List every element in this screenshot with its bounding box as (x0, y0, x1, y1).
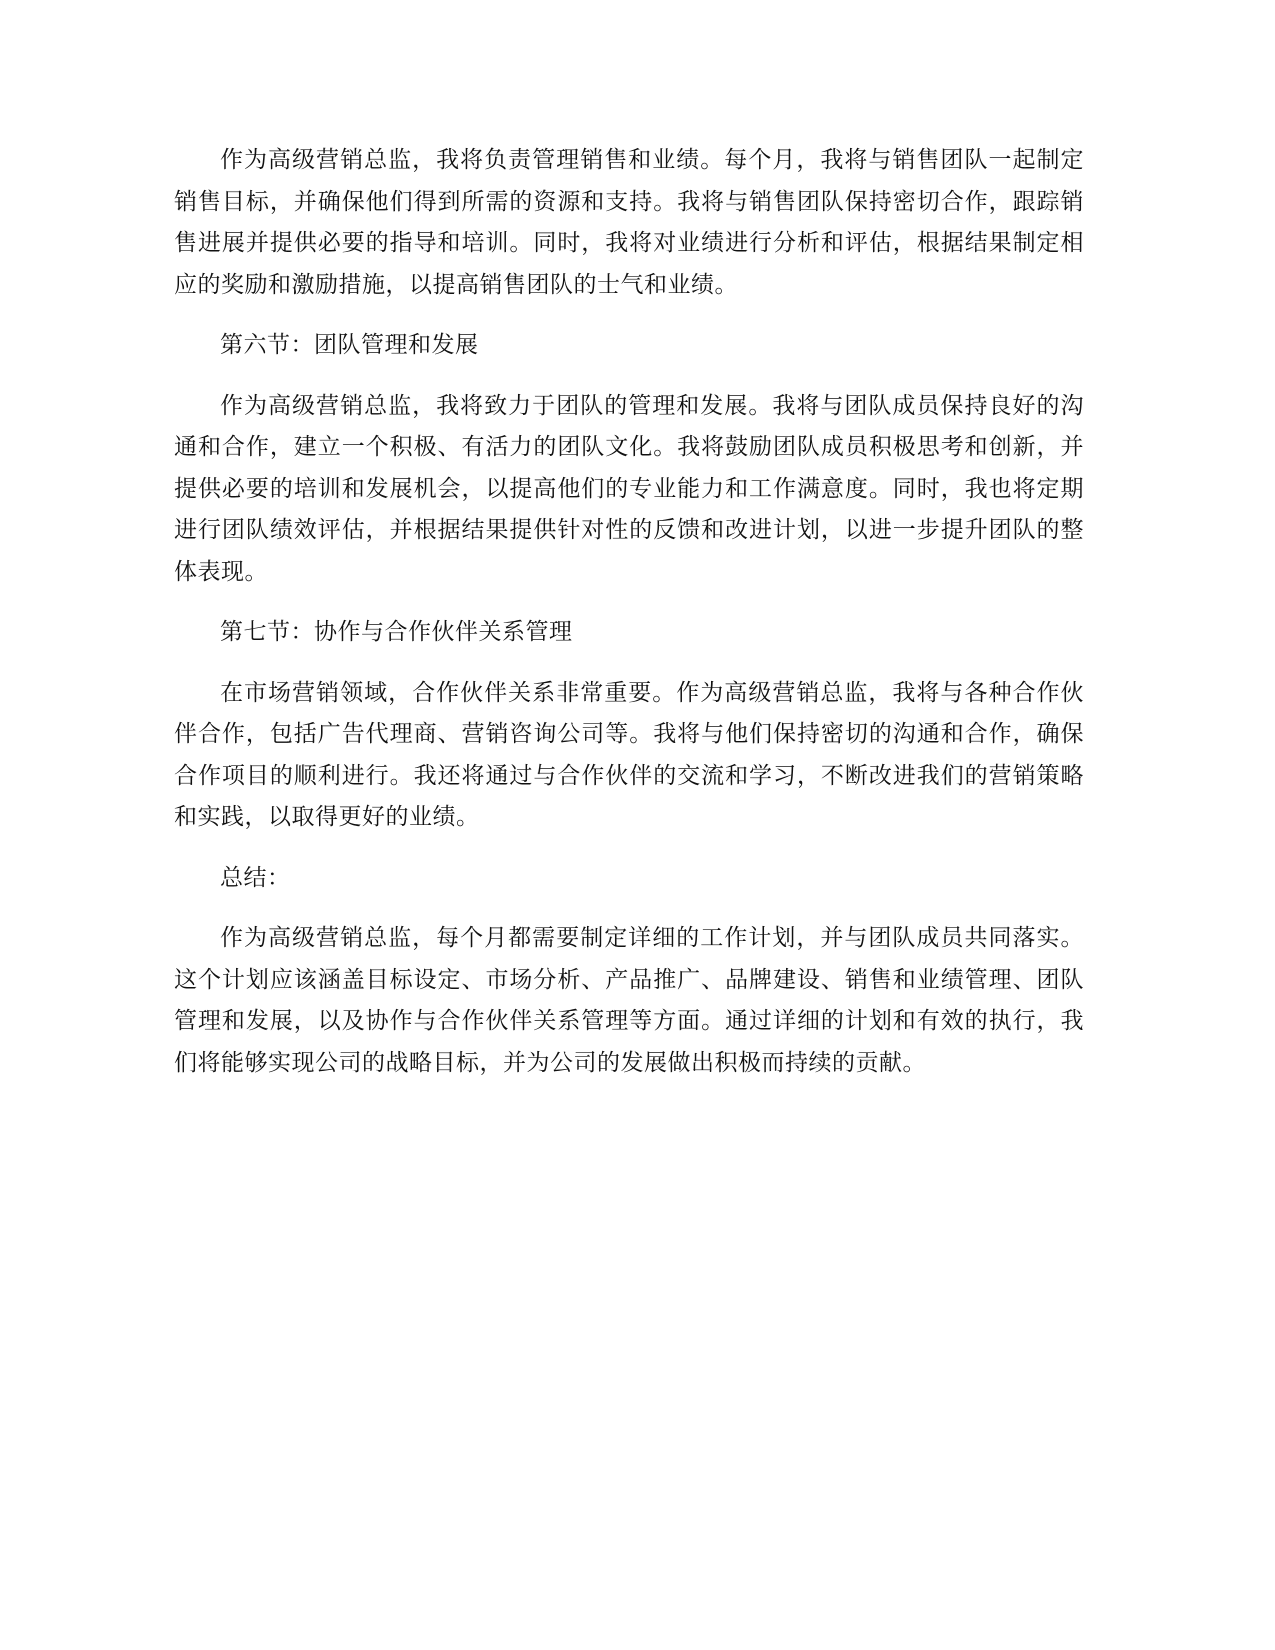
paragraph-gap (174, 654, 1084, 673)
section-heading-team-management: 第六节：团队管理和发展 (220, 332, 479, 358)
section-heading-summary: 总结： (220, 864, 291, 891)
paragraph-gap (174, 593, 1084, 612)
paragraph-gap (174, 839, 1084, 858)
paragraph-partnership: 在市场营销领域，合作伙伴关系非常重要。作为高级营销总监，我将与各种合作伙伴合作，包括广告代理商、营销咨询公司等。我将与他们保持密切的沟通和合作，确保合作项目的顺利进行。我还将通过与合作伙伴的交流和学习，不断改进我们的营销策略和实践，以取得更好的业绩。 (174, 679, 1084, 830)
paragraph-summary: 作为高级营销总监，每个月都需要制定详细的工作计划，并与团队成员共同落实。这个计划应该涵盖目标设定、市场分析、产品推广、品牌建设、销售和业绩管理、团队管理和发展，以及协作与合作伙伴关系管理等方面。通过详细的计划和有效的执行，我们将能够实现公司的战略目标，并为公司的发展做出积极而持续的贡献。 (174, 925, 1084, 1076)
paragraph-gap (174, 306, 1084, 325)
paragraph-team-management: 作为高级营销总监，我将致力于团队的管理和发展。我将与团队成员保持良好的沟通和合作，建立一个积极、有活力的团队文化。我将鼓励团队成员积极思考和创新，并提供必要的培训和发展机会，以提高他们的专业能力和工作满意度。同时，我也将定期进行团队绩效评估，并根据结果提供针对性的反馈和改进计划，以进一步提升团队的整体表现。 (174, 392, 1084, 585)
paragraph-gap (174, 367, 1084, 386)
paragraph-gap (174, 899, 1084, 918)
paragraph-sales-performance: 作为高级营销总监，我将负责管理销售和业绩。每个月，我将与销售团队一起制定销售目标，并确保他们得到所需的资源和支持。我将与销售团队保持密切合作，跟踪销售进展并提供必要的指导和培训。同时，我将对业绩进行分析和评估，根据结果制定相应的奖励和激励措施，以提高销售团队的士气和业绩。 (174, 147, 1084, 298)
section-heading-partnership: 第七节：协作与合作伙伴关系管理 (220, 619, 573, 645)
document-body (174, 140, 1084, 1084)
